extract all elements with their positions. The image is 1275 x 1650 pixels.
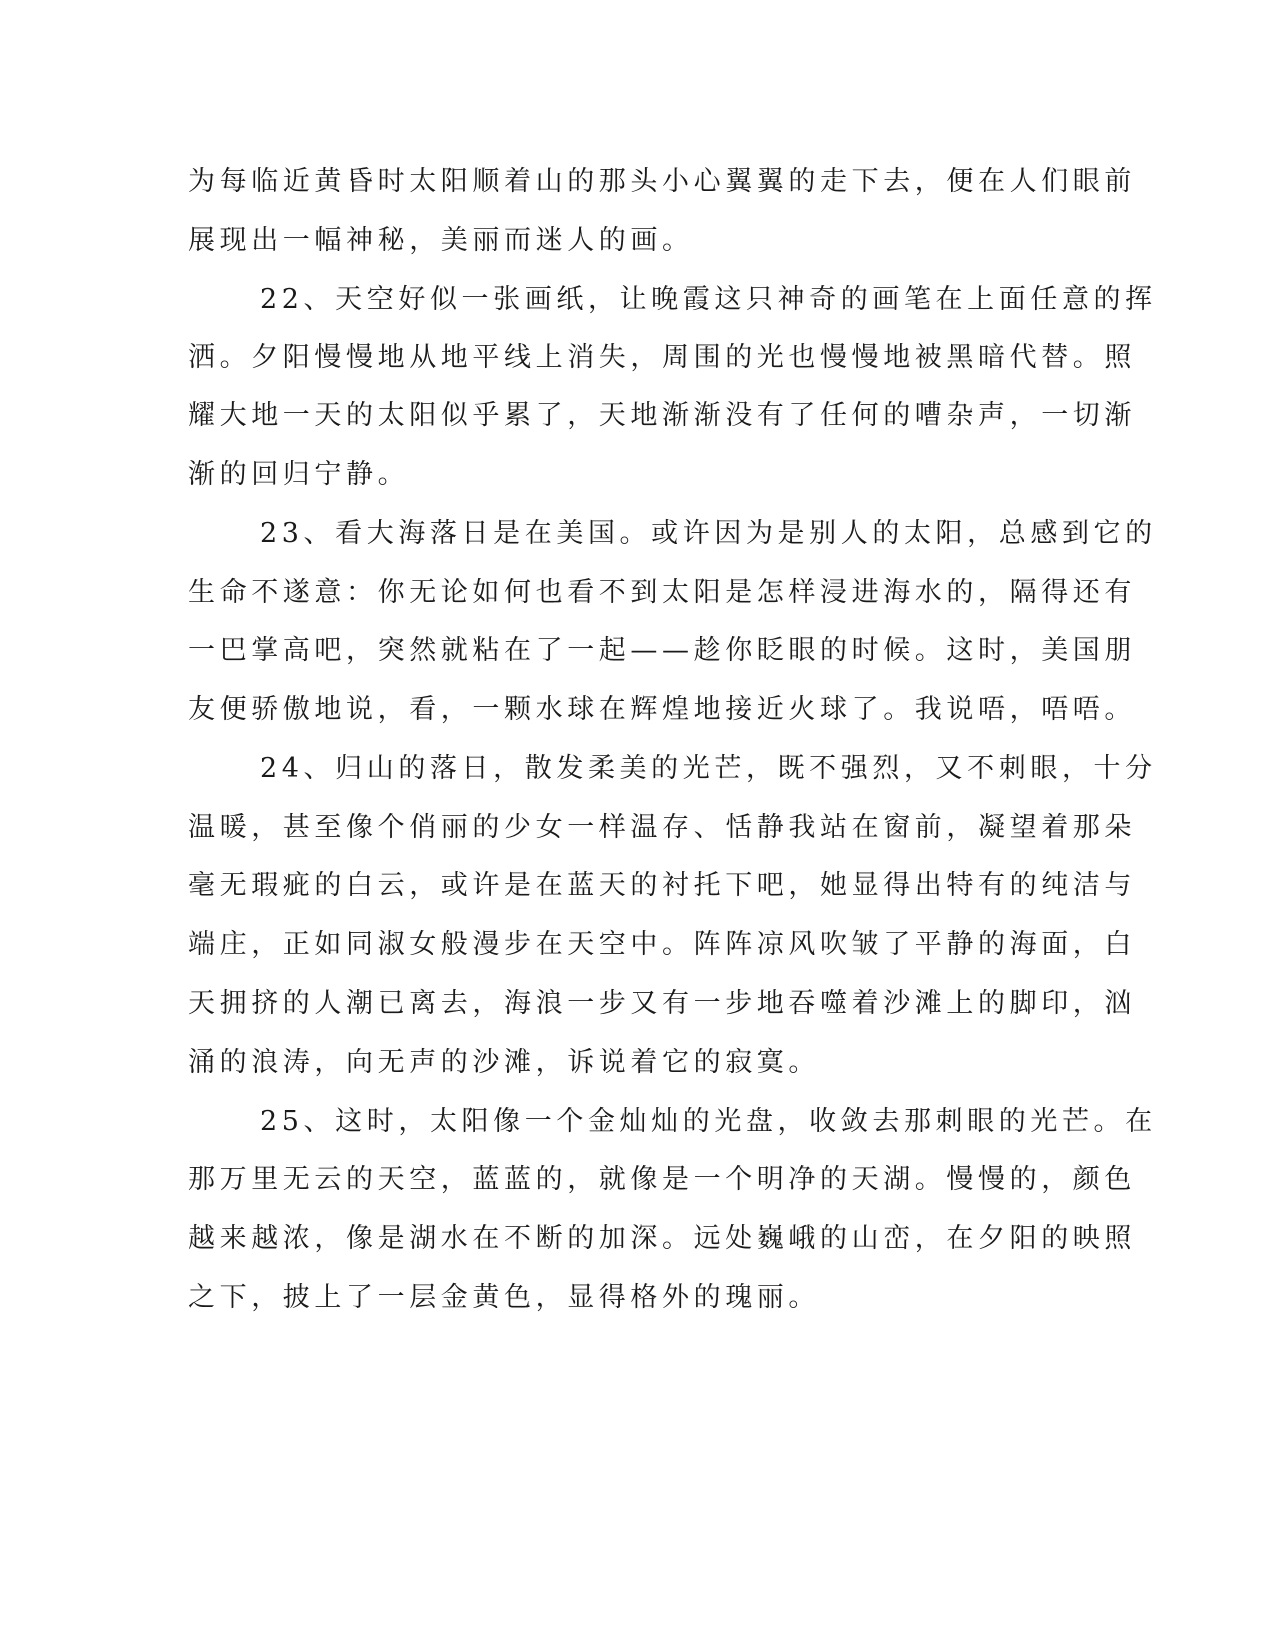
paragraph-line: 渐的回归宁静。 bbox=[188, 459, 410, 490]
paragraph-line: 洒。夕阳慢慢地从地平线上消失，周围的光也慢慢地被黑暗代替。照 bbox=[188, 342, 1136, 373]
paragraph-line: 为每临近黄昏时太阳顺着山的那头小心翼翼的走下去，便在人们眼前 bbox=[188, 166, 1136, 197]
paragraph-first-line: 22、天空好似一张画纸，让晚霞这只神奇的画笔在上面任意的挥 bbox=[260, 284, 1157, 315]
paragraph-line: 毫无瑕疵的白云，或许是在蓝天的衬托下吧，她显得出特有的纯洁与 bbox=[188, 870, 1136, 901]
paragraph-line: 涌的浪涛，向无声的沙滩，诉说着它的寂寞。 bbox=[188, 1047, 820, 1078]
paragraph-line: 之下，披上了一层金黄色，显得格外的瑰丽。 bbox=[188, 1282, 820, 1313]
paragraph-line: 越来越浓，像是湖水在不断的加深。远处巍峨的山峦，在夕阳的映照 bbox=[188, 1223, 1136, 1254]
paragraph-line: 展现出一幅神秘，美丽而迷人的画。 bbox=[188, 225, 694, 256]
paragraph-line: 天拥挤的人潮已离去，海浪一步又有一步地吞噬着沙滩上的脚印，汹 bbox=[188, 988, 1136, 1019]
paragraph-line: 温暖，甚至像个俏丽的少女一样温存、恬静我站在窗前，凝望着那朵 bbox=[188, 812, 1136, 843]
paragraph-first-line: 24、归山的落日，散发柔美的光芒，既不强烈，又不刺眼，十分 bbox=[260, 753, 1157, 784]
paragraph-line: 端庄，正如同淑女般漫步在天空中。阵阵凉风吹皱了平静的海面，白 bbox=[188, 929, 1136, 960]
paragraph-line: 生命不遂意：你无论如何也看不到太阳是怎样浸进海水的，隔得还有 bbox=[188, 577, 1136, 608]
paragraph-line: 耀大地一天的太阳似乎累了，天地渐渐没有了任何的嘈杂声，一切渐 bbox=[188, 400, 1136, 431]
paragraph-first-line: 25、这时，太阳像一个金灿灿的光盘，收敛去那刺眼的光芒。在 bbox=[260, 1106, 1157, 1137]
paragraph-line: 一巴掌高吧，突然就粘在了一起——趁你眨眼的时候。这时，美国朋 bbox=[188, 635, 1136, 666]
paragraph-first-line: 23、看大海落日是在美国。或许因为是别人的太阳，总感到它的 bbox=[260, 518, 1157, 549]
paragraph-line: 友便骄傲地说，看，一颗水球在辉煌地接近火球了。我说唔，唔唔。 bbox=[188, 694, 1136, 725]
paragraph-line: 那万里无云的天空，蓝蓝的，就像是一个明净的天湖。慢慢的，颜色 bbox=[188, 1164, 1136, 1195]
